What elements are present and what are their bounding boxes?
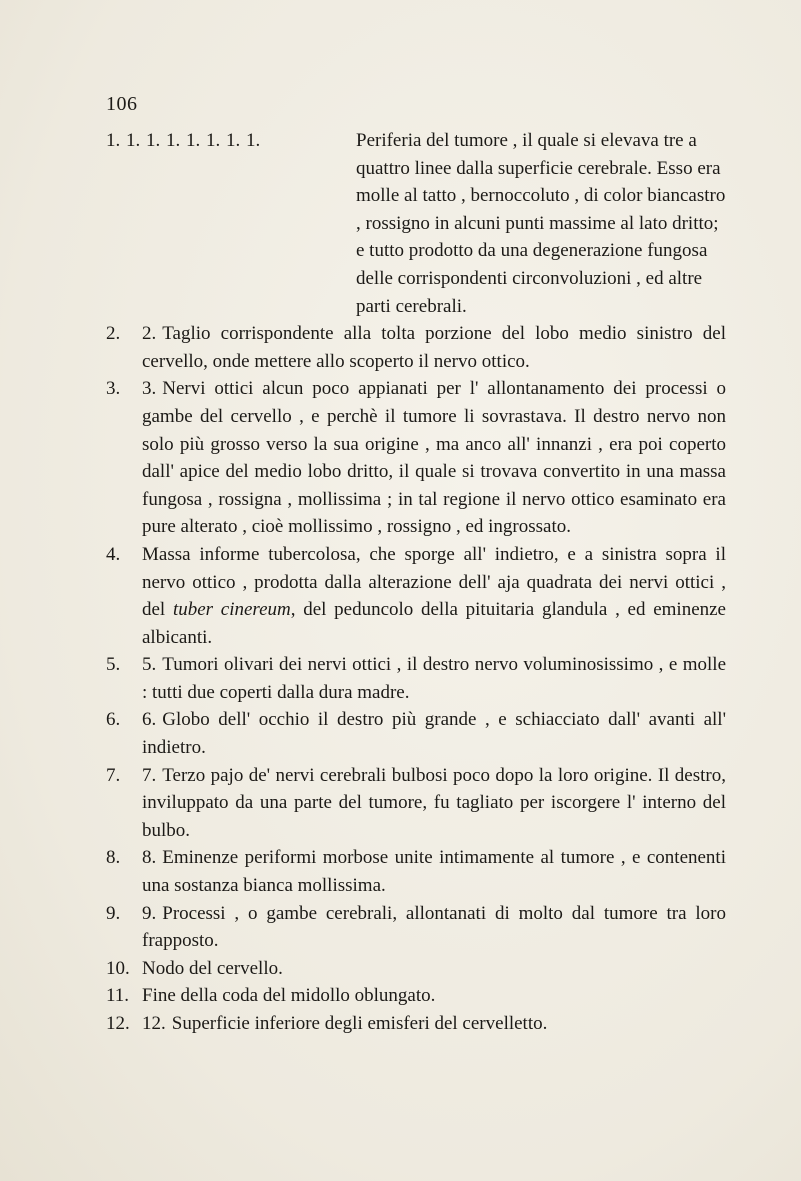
entry-text: Terzo pajo de' nervi cerebrali bulbosi poco dopo la loro origine. Il destro, inviluppato da una parte del tumore, fu tagliato per iscorgere l' interno del bulbo. [142,764,726,841]
entry-marker: 4. [106,543,121,565]
entry-italic-term: tuber cinereum [172,599,291,621]
entry-body [142,320,726,375]
entry-lead-number: 6. [142,709,157,731]
entry-marker: 1. 1. 1. 1. 1. 1. 1. 1. [106,130,261,151]
entry-body [142,900,726,955]
legend-entry-4 [106,541,726,651]
entry-marker: 11. [106,985,130,1007]
legend-entry-11 [106,982,726,1010]
entry-text: Fine della coda del midollo oblungato. [142,985,436,1007]
entry-body [142,541,726,651]
entry-lead-number: 5. [142,654,157,676]
legend-entry-12 [106,1010,726,1038]
entry-lead-number: 9. [142,902,157,924]
entry-marker: 7. [106,764,121,786]
entry-marker: 10. [106,957,130,979]
entry-text: Processi , o gambe cerebrali, allontanati di molto dal tumore tra loro frapposto. [142,902,726,952]
entry-body [142,1010,726,1038]
entry-marker: 8. [106,847,121,869]
entry-marker: 6. [106,709,121,731]
entry-text: Nodo del cervello. [142,957,283,979]
entry-text: Nervi ottici alcun poco appianati per l' allontanamento dei processi o gambe del cervello , e perchè il tumore li sovrastava. Il destro nervo non solo più grosso verso la sua origine , ma anco all' innanzi , era poi coperto dall' apice del medio lobo dritto, il quale si trovava convertito in una massa fungosa , rossigna , mollissima ; in tal regione il nervo ottico esaminato era pure alterato , cioè mollissimo , rossigno , ed ingrossato. [142,378,726,538]
entry-marker: 9. [106,902,121,924]
entry-body [142,844,726,899]
entry-text: Globo dell' occhio il destro più grande , e schiacciato dall' avanti all' indietro. [142,709,726,759]
entry-text-after: , del peduncolo della pituitaria glandula , ed eminenze albicanti. [142,599,726,648]
entry-body [142,762,726,845]
entry-text: Periferia del tumore , il quale si elevava tre a quattro linee dalla superficie cerebrale. Esso era molle al tatto , bernoccoluto , di color biancastro , rossigno in alcuni punti massime al lato dritto; e tutto prodotto da una degenerazione fungosa delle corrispondenti circonvoluzioni , ed altre parti cerebrali. [356,130,726,317]
legend-entry-1 [106,127,726,320]
entry-lead-number: 7. [142,764,157,786]
entry-lead-number: 3. [142,378,157,400]
entry-marker: 5. [106,654,121,676]
entry-text: Taglio corrispondente alla tolta porzione del lobo medio sinistro del cervello, onde mettere allo scoperto il nervo ottico. [142,323,726,372]
entry-body [142,706,726,761]
entry-lead-number: 8. [142,847,157,869]
entry-lead-number: 2. [142,323,157,345]
entry-text-before: Massa informe tubercolosa, che sporge all' indietro, e a sinistra sopra il nervo ottico , prodotta dalla alterazione dell' aja quadrata dei nervi ottici , del [142,543,726,621]
legend-entry-2 [106,320,726,375]
page-number: 106 [106,93,138,115]
entry-text: Superficie inferiore degli emisferi del cervelletto. [171,1013,548,1034]
entry-text: Eminenze periformi morbose unite intimamente al tumore , e contenenti una sostanza bianca mollissima. [142,847,726,897]
legend-entry-3 [106,375,726,541]
figure-legend [106,127,726,1038]
legend-entry-9 [106,900,726,955]
entry-marker: 3. [106,378,121,400]
legend-entry-7 [106,762,726,845]
entry-marker: 2. [106,323,121,345]
entry-body [142,375,726,541]
legend-entry-6 [106,706,726,761]
legend-entry-8 [106,844,726,899]
legend-entry-10 [106,955,726,983]
entry-lead-number: 12. [142,1013,166,1034]
entry-marker: 12. [106,1013,130,1034]
entry-text: Tumori olivari dei nervi ottici , il destro nervo voluminosissimo , e molle : tutti due coperti dalla dura madre. [142,654,726,703]
legend-entry-5 [106,651,726,706]
entry-body [142,651,726,706]
